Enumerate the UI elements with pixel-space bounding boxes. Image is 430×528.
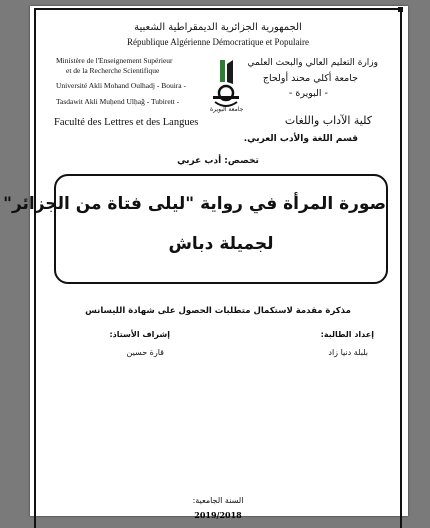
student-name: بلبلة دنيا زاد <box>328 348 368 357</box>
department-arabic: قسم اللغة والأدب العربي. <box>243 134 358 144</box>
republic-title-arabic: الجمهورية الجزائرية الديمقراطية الشعبية <box>134 22 302 33</box>
faculty-french: Faculté des Lettres et des Langues <box>54 117 199 128</box>
page-border-frame <box>3 8 402 528</box>
logo-caption: جامعة البويرة <box>210 106 244 113</box>
frame-corner-mark <box>398 7 403 12</box>
supervisor-name: قارة حسين <box>126 348 164 357</box>
ministry-french-line1: Ministère de l'Enseignement Supérieur <box>56 56 173 65</box>
thesis-title-line2: لجميلة دباش <box>168 234 274 254</box>
academic-year-value: 2019/2018 <box>194 510 242 520</box>
ministry-french-line2: et de la Recherche Scientifique <box>66 66 160 75</box>
city-arabic: - البويرة - <box>288 88 328 99</box>
thesis-title-line1: صورة المرأة في رواية "ليلى فتاة من الجزائر" <box>3 194 386 214</box>
university-french: Université Akli Mohand Oulhadj - Bouira - <box>56 81 186 90</box>
thesis-title-box <box>3 174 388 284</box>
supervisor-label: إشراف الأستاذ: <box>109 330 170 339</box>
document-page <box>3 6 408 520</box>
faculty-arabic: كلية الآداب واللغات <box>284 114 372 127</box>
student-label: إعداد الطالبة: <box>320 330 374 339</box>
specialty-label: تخصص: أدب عربي <box>177 156 259 166</box>
republic-title-french: République Algérienne Démocratique et Populaire <box>127 37 309 47</box>
university-tamazight: Tasdawit Akli Muḥend Ulḥağ - Tubirett - <box>56 97 180 106</box>
ministry-arabic: وزارة التعليم العالي والبحث العلمي <box>247 58 378 68</box>
memo-description: مذكرة مقدمة لاستكمال متطلبات الحصول على شهادة الليسانس <box>85 306 351 316</box>
university-arabic: جامعة أكلي محند أولحاج <box>262 73 358 84</box>
academic-year-label: السنة الجامعية: <box>192 496 244 505</box>
